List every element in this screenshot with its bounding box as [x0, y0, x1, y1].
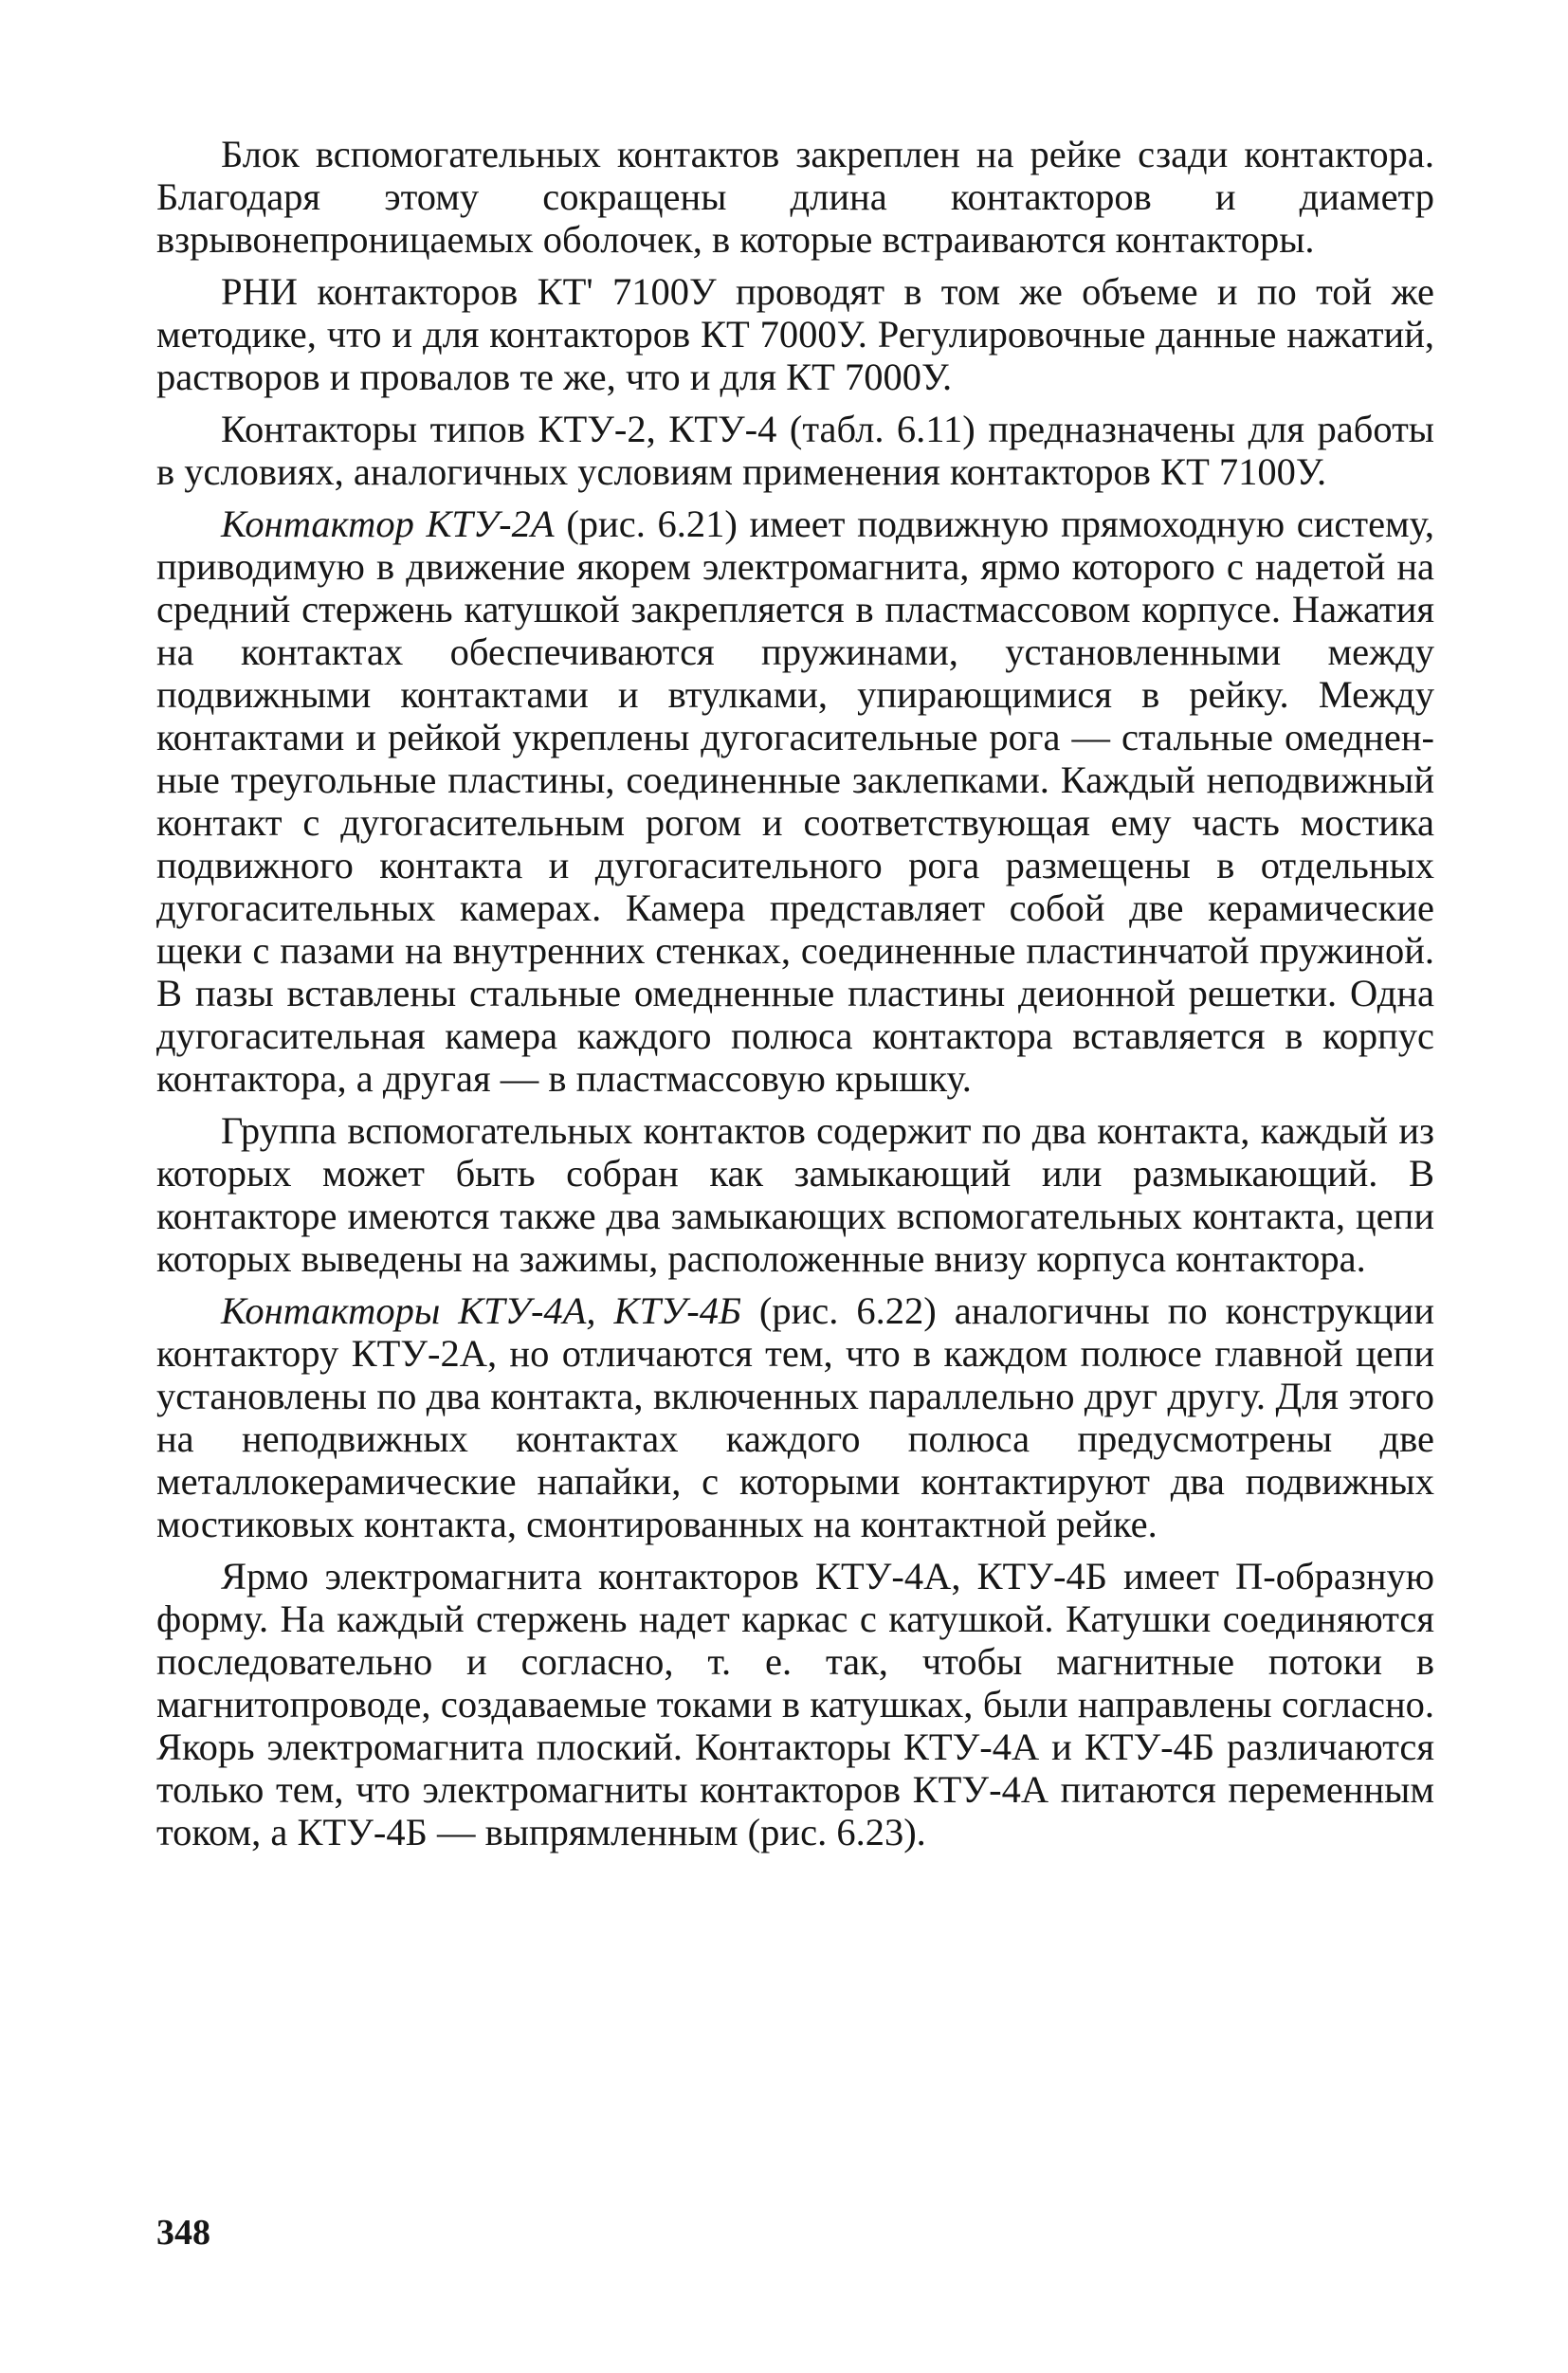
paragraph-yoke: Ярмо электромагнита контакторов КТУ-4А, КТУ-4Б имеет П-образную форму. На каждый стержень надет каркас с катушкой. Катушки соединяются последовательно и согласно, т. е. так, чтобы магнитные потоки в магнитопроводе, создаваемые токами в катушках, были направлены согласно. Якорь электромагнита плоский. Контакторы КТУ-4А и КТУ-4Б различаются только тем, что электромагниты контакторов КТУ-4А питаются переменным током, а КТУ-4Б — выпрямленным (рис. 6.23).: [156, 1555, 1434, 1853]
page-body: [156, 133, 1434, 1863]
paragraph-body-ktu-4a-4b: (рис. 6.22) аналогичны по конструкции контактору КТУ-2А, но отличаются тем, что в каждом полюсе главной цепи установлены по два контакта, включенных параллельно друг другу. Для этого на неподвижных контактах каждого полюса предусмотрены две металлокерамические напайки, с которыми контактируют два подвижных мостиковых контакта, смонтированных на контактной рейке.: [156, 1289, 1434, 1545]
paragraph-aux-contacts-group: Группа вспомогательных контактов содержит по два контакта, каждый из которых может быть собран как замыкающий или размыкающий. В контакторе имеются также два замыкающих вспомогательных контакта, цепи которых выведены на зажимы, расположенные внизу корпуса контактора.: [156, 1109, 1434, 1280]
paragraph-lead-ktu-2a: Контактор КТУ-2А: [221, 502, 555, 545]
paragraph-ktu-2a: [156, 502, 1434, 1100]
paragraph-aux-contacts-block: Блок вспомогательных контактов закреплен на рейке сзади контактора. Благодаря этому сокращены длина контакторов и диаметр взрывонепроницаемых оболочек, в которые встраиваются контакторы.: [156, 133, 1434, 261]
paragraph-lead-ktu-4a-4b: Контакторы КТУ-4А, КТУ-4Б: [221, 1289, 741, 1332]
paragraph-body-ktu-2a: (рис. 6.21) имеет подвижную прямоходную систему, приводимую в движение якорем электромагнита, ярмо которого с надетой на средний стержень катушкой закрепляется в пластмассовом корпусе. Нажатия на контактах обеспечиваются пружинами, установленными между подвижными контактами и втулками, упирающимися в рейку. Между контактами и рейкой укреплены дугогасительные рога — стальные омедненные треугольные пластины, соединенные заклепками. Каждый неподвижный контакт с дугогасительным рогом и соответствующая ему часть мостика подвижного контакта и дугогасительного рога размещены в отдельных дугогасительных камерах. Камера представляет собой две керамические щеки с пазами на внутренних стенках, соединенные пластинчатой пружиной. В пазы вставлены стальные омедненные пластины деионной решетки. Одна дугогасительная камера каждого полюса контактора вставляется в корпус контактора, а другая — в пластмассовую крышку.: [156, 502, 1434, 1100]
paragraph-rni-kt7100u: РНИ контакторов КТ' 7100У проводят в том же объеме и по той же методике, что и для контакторов КТ 7000У. Регулировочные данные нажатий, растворов и провалов те же, что и для КТ 7000У.: [156, 270, 1434, 398]
page-number: 348: [156, 2213, 210, 2253]
paragraph-ktu-4a-4b: [156, 1289, 1434, 1545]
paragraph-ktu-types: Контакторы типов КТУ-2, КТУ-4 (табл. 6.11) предназначены для работы в условиях, аналогичных условиям применения контакторов КТ 7100У.: [156, 408, 1434, 493]
